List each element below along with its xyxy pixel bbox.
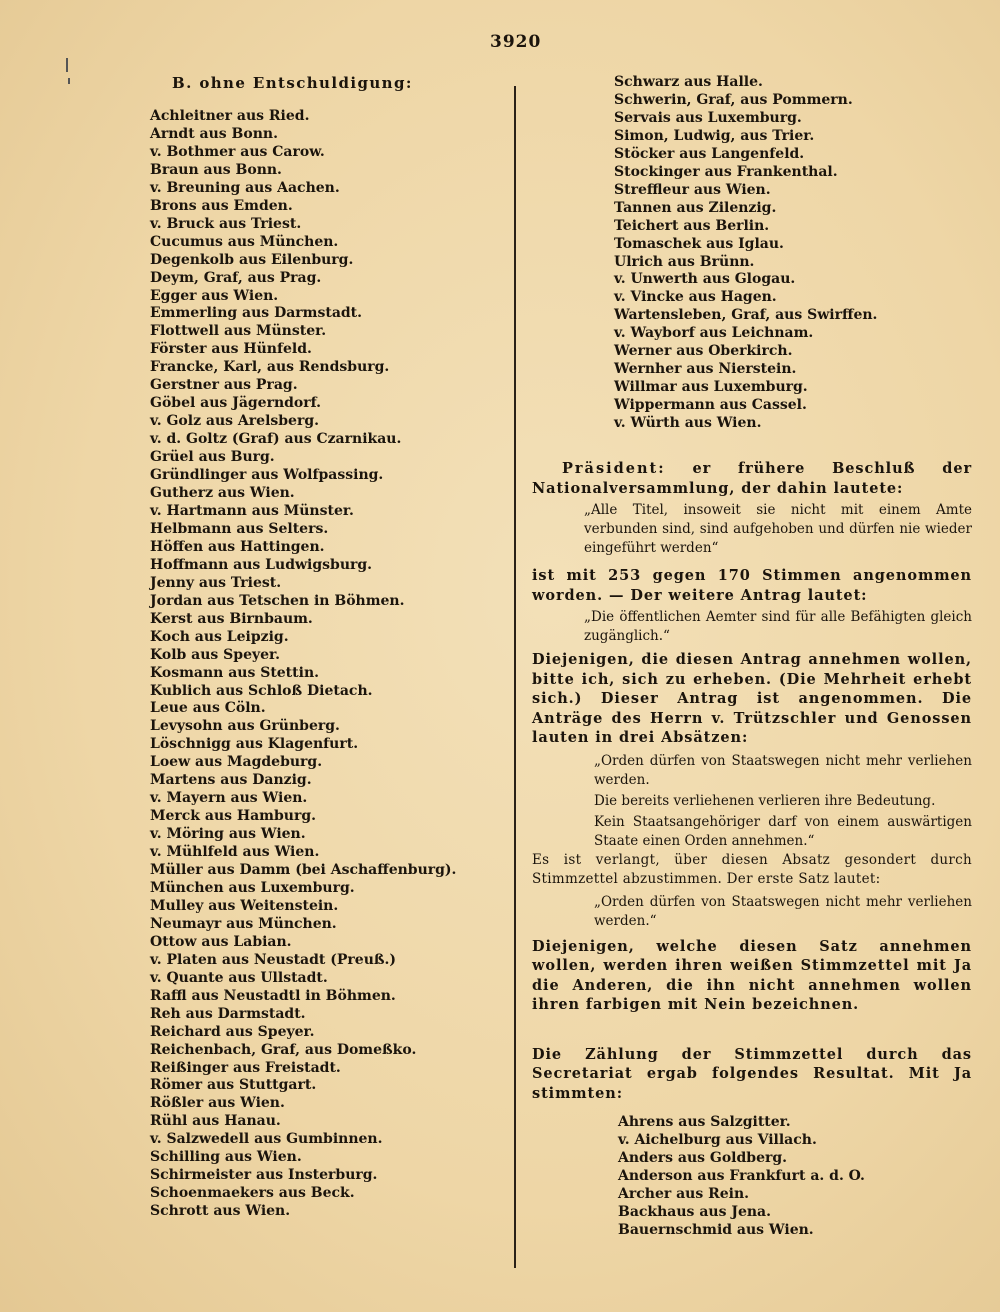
left-column <box>150 74 500 1221</box>
quoted-order-clause: „Orden dürfen von Staatswegen nicht mehr verliehen werden. <box>594 752 972 788</box>
list-item: Göbel aus Jägerndorf. <box>150 395 322 412</box>
list-item: Raffl aus Neustadtl in Böhmen. <box>150 987 396 1004</box>
list-item: v. Hartmann aus Münster. <box>150 502 354 519</box>
list-item: v. Bruck aus Triest. <box>150 215 302 232</box>
list-item: Archer aus Rein. <box>618 1186 750 1203</box>
page-edge-mark <box>68 78 70 84</box>
list-item: v. d. Goltz (Graf) aus Czarnikau. <box>150 431 402 448</box>
list-item: München aus Luxemburg. <box>150 879 355 896</box>
list-item: Wartensleben, Graf, aus Swirffen. <box>614 307 878 324</box>
list-item: Cucumus aus München. <box>150 233 339 250</box>
list-item: Römer aus Stuttgart. <box>150 1077 317 1094</box>
instruction-paragraph: Diejenigen, welche diesen Satz annehmen wollen, werden ihren weißen Stimmzettel mit Ja die Anderen, die ihn nicht annehmen wollen ihren farbigen mit Nein bezeichnen. <box>532 937 972 1014</box>
list-item: Reh aus Darmstadt. <box>150 1005 306 1022</box>
list-item: Förster aus Hünfeld. <box>150 341 312 358</box>
list-item: Schirmeister aus Insterburg. <box>150 1167 378 1184</box>
list-item: Schilling aus Wien. <box>150 1149 302 1166</box>
list-item: Willmar aus Luxemburg. <box>614 379 808 396</box>
list-item: Anderson aus Frankfurt a. d. O. <box>618 1168 865 1185</box>
list-item: Kosmann aus Stettin. <box>150 664 319 681</box>
list-item: Wernher aus Nierstein. <box>614 361 797 378</box>
list-item: Jordan aus Tetschen in Böhmen. <box>150 592 405 609</box>
list-item: Brons aus Emden. <box>150 197 293 214</box>
right-column <box>532 74 972 1239</box>
yes-vote-list <box>532 1113 972 1239</box>
list-item: Degenkolb aus Eilenburg. <box>150 251 354 268</box>
list-item: Rühl aus Hanau. <box>150 1113 281 1130</box>
quoted-first-sentence: „Orden dürfen von Staatswegen nicht mehr verliehen werden.“ <box>594 893 972 929</box>
list-item: Koch aus Leipzig. <box>150 628 289 645</box>
list-item: Simon, Ludwig, aus Trier. <box>614 127 815 144</box>
list-item: Merck aus Hamburg. <box>150 808 317 825</box>
list-item: Martens aus Danzig. <box>150 772 312 789</box>
absent-list <box>150 108 500 1221</box>
list-item: Egger aus Wien. <box>150 287 279 304</box>
list-item: Reißinger aus Freistadt. <box>150 1059 341 1076</box>
list-item: Grüel aus Burg. <box>150 449 275 466</box>
list-item: v. Golz aus Arelsberg. <box>150 413 319 430</box>
list-item: Anders aus Goldberg. <box>618 1150 788 1167</box>
list-item: Tomaschek aus Iglau. <box>614 235 784 252</box>
list-item: Stockinger aus Frankenthal. <box>614 163 838 180</box>
list-item: Loew aus Magdeburg. <box>150 754 323 771</box>
list-item: Kolb aus Speyer. <box>150 646 280 663</box>
list-item: Schoenmaekers aus Beck. <box>150 1185 355 1202</box>
list-item: v. Unwerth aus Glogau. <box>614 271 796 288</box>
list-item: v. Breuning aus Aachen. <box>150 179 340 196</box>
list-item: Servais aus Luxemburg. <box>614 109 802 126</box>
list-item: Höffen aus Hattingen. <box>150 538 325 555</box>
list-item: Achleitner aus Ried. <box>150 108 310 124</box>
president-paragraph <box>532 459 972 498</box>
list-item: v. Würth aus Wien. <box>614 415 762 432</box>
list-item: Deym, Graf, aus Prag. <box>150 269 322 286</box>
list-item: Hoffmann aus Ludwigsburg. <box>150 556 373 573</box>
list-item: Rößler aus Wien. <box>150 1095 285 1112</box>
list-item: v. Quante aus Ullstadt. <box>150 969 328 986</box>
list-item: Ottow aus Labian. <box>150 933 292 950</box>
quoted-order-clause: Die bereits verliehenen verlieren ihre Bedeutung. <box>594 792 936 809</box>
list-item: Neumayr aus München. <box>150 915 337 932</box>
list-item: Leue aus Cöln. <box>150 700 266 717</box>
list-item: Reichenbach, Graf, aus Domeßko. <box>150 1041 417 1058</box>
list-item: Gerstner aus Prag. <box>150 377 298 394</box>
list-item: Schrott aus Wien. <box>150 1203 291 1220</box>
list-item: Arndt aus Bonn. <box>150 125 278 142</box>
list-item: Bauernschmid aus Wien. <box>618 1222 814 1239</box>
list-item: Emmerling aus Darmstadt. <box>150 305 363 322</box>
list-item: Gründlinger aus Wolfpassing. <box>150 467 384 484</box>
list-item: v. Platen aus Neustadt (Preuß.) <box>150 951 397 968</box>
quoted-resolution: „Alle Titel, insoweit sie nicht mit einem Amte verbunden sind, sind aufgehoben und dürfen nie wieder eingeführt werden“ <box>584 502 972 557</box>
list-item: Kerst aus Birnbaum. <box>150 610 313 627</box>
list-item: v. Wayborf aus Leichnam. <box>614 325 814 342</box>
column-rule <box>514 86 516 1268</box>
list-item: Schwerin, Graf, aus Pommern. <box>614 91 853 108</box>
list-item: Jenny aus Triest. <box>150 574 282 591</box>
list-item: Schwarz aus Halle. <box>614 74 763 90</box>
absent-list-continued <box>532 74 972 433</box>
quoted-motion: „Die öffentlichen Aemter sind für alle Befähigten gleich zugänglich.“ <box>584 609 972 645</box>
list-item: Wippermann aus Cassel. <box>614 397 807 414</box>
page-edge-mark <box>66 58 68 72</box>
list-item: v. Möring aus Wien. <box>150 826 306 843</box>
speaker-label: Präsident: <box>562 460 666 478</box>
list-item: v. Aichelburg aus Villach. <box>618 1132 817 1149</box>
list-item: Streffleur aus Wien. <box>614 181 771 198</box>
list-item: Reichard aus Speyer. <box>150 1023 315 1040</box>
list-item: Levysohn aus Grünberg. <box>150 718 340 735</box>
vote-result-paragraph: ist mit 253 gegen 170 Stimmen angenommen worden. — Der weitere Antrag lautet: <box>532 567 972 604</box>
quoted-order-clause: Kein Staatsangehöriger darf von einem auswärtigen Staate einen Orden annehmen.“ <box>594 813 972 849</box>
list-item: Mulley aus Weitenstein. <box>150 897 339 914</box>
list-item: v. Salzwedell aus Gumbinnen. <box>150 1131 383 1148</box>
list-item: Ulrich aus Brünn. <box>614 253 755 270</box>
paragraph-text: er frühere Beschluß der Nationalversammlung, der dahin lautete: <box>532 460 972 497</box>
list-item: Francke, Karl, aus Rendsburg. <box>150 359 390 376</box>
list-item: Backhaus aus Jena. <box>618 1204 771 1221</box>
list-item: Müller aus Damm (bei Aschaffenburg). <box>150 862 457 879</box>
list-item: Flottwell aus Münster. <box>150 323 327 340</box>
list-item: Löschnigg aus Klagenfurt. <box>150 736 359 753</box>
list-item: Werner aus Oberkirch. <box>614 343 793 360</box>
page-number: 3920 <box>490 32 542 52</box>
list-item: Ahrens aus Salzgitter. <box>618 1114 791 1131</box>
list-item: Stöcker aus Langenfeld. <box>614 145 805 162</box>
list-item: Kublich aus Schloß Dietach. <box>150 682 373 699</box>
list-item: v. Mayern aus Wien. <box>150 790 308 807</box>
list-item: v. Mühlfeld aus Wien. <box>150 844 320 861</box>
list-item: Helbmann aus Selters. <box>150 520 329 537</box>
list-item: v. Vincke aus Hagen. <box>614 289 777 306</box>
ballot-paragraph: Es ist verlangt, über diesen Absatz gesondert durch Stimmzettel abzustimmen. Der erste Satz lautet: <box>532 851 972 887</box>
list-item: Gutherz aus Wien. <box>150 485 295 502</box>
list-item: Braun aus Bonn. <box>150 161 282 178</box>
list-item: Teichert aus Berlin. <box>614 217 770 234</box>
section-heading: B. ohne Entschuldigung: <box>172 74 413 92</box>
list-item: v. Bothmer aus Carow. <box>150 143 325 160</box>
count-paragraph: Die Zählung der Stimmzettel durch das Secretariat ergab folgendes Resultat. Mit Ja stimmten: <box>532 1045 972 1102</box>
motion-paragraph: Diejenigen, die diesen Antrag annehmen wollen, bitte ich, sich zu erheben. (Die Mehrheit erhebt sich.) Dieser Antrag ist angenommen. Die Anträge des Herrn v. Trützschler und Genossen lauten in drei Absätzen: <box>532 651 972 747</box>
list-item: Tannen aus Zilenzig. <box>614 199 777 216</box>
